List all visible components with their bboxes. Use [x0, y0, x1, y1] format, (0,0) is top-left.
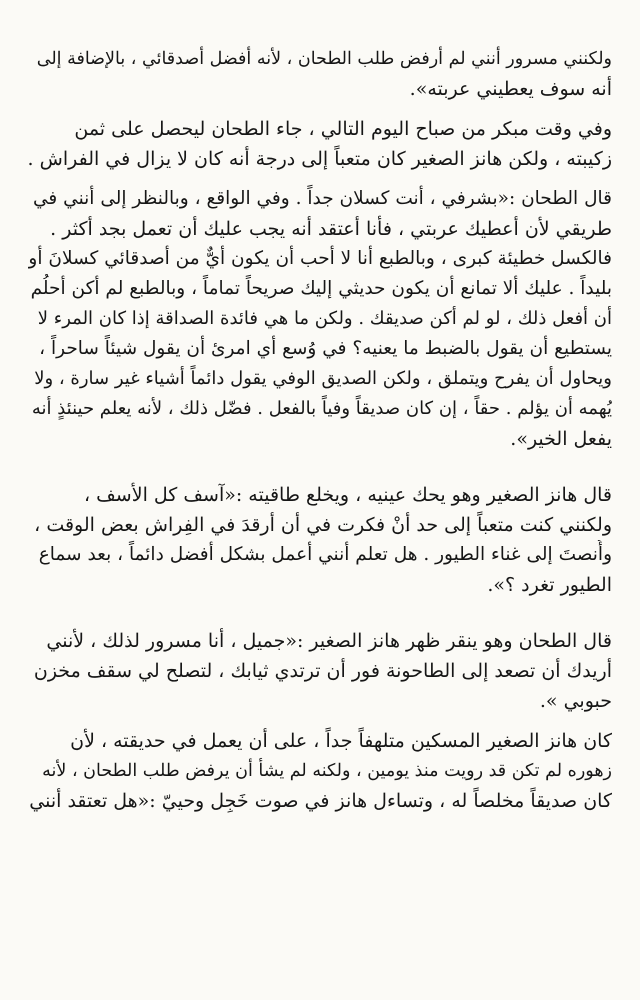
- paragraph-3: [28, 184, 612, 454]
- text-line: وفي وقت مبكر من صباح اليوم التالي ، جاء الطحان ليحصل على ثمن: [74, 118, 612, 140]
- text-line: زكيبته ، ولكن هانز الصغير كان متعباً إلى درجة أنه كان لا يزال في الفراش .: [28, 148, 612, 170]
- text-line: يفعل الخير».: [510, 428, 612, 450]
- text-line: ولكنني مسرور أنني لم أرفض طلب الطحان ، لأنه أفضل أصدقائي ، بالإضافة إلى: [36, 49, 612, 69]
- paragraph-2: [28, 114, 612, 174]
- text-line: يستطيع أن يقول بالضبط ما يعنيه؟ في وُسع أي امرئ أن يقول شيئاً ساحراً ،: [39, 338, 612, 359]
- paragraph-1: [28, 44, 612, 104]
- text-line: حبوبي ».: [539, 690, 612, 712]
- paragraph-4: [28, 480, 612, 600]
- text-line: كان هانز الصغير المسكين متلهفاً جداً ، على أن يعمل في حديقته ، لأن: [70, 730, 612, 752]
- paragraph-6: [28, 726, 612, 816]
- text-line: الطيور تغرد ؟».: [487, 574, 612, 596]
- text-line: طريقي لأن أعطيك عربتي ، فأنا أعتقد أنه يجب عليك أن تعمل بجد أكثر .: [50, 218, 612, 240]
- text-line: أريدك أن تصعد إلى الطاحونة فور أن ترتدي ثيابك ، لتصلح لي سقف مخزن: [33, 660, 612, 682]
- text-line: أن أفعل ذلك ، لو لم أكن صديقك . ولكن ما هي فائدة الصداقة إذا كان المرء لا: [37, 308, 612, 329]
- text-line: يُهمه أن يؤلم . حقاً ، إن كان صديقاً وفياً بالفعل . فضّل ذلك ، لأنه يعلم حينئذٍ أنه: [31, 398, 612, 419]
- text-line: فالكسل خطيئة كبرى ، وبالطبع أنا لا أحب أن يكون أيٌّ من أصدقائي كسلانَ أو: [28, 248, 612, 269]
- text-line: كان صديقاً مخلصاً له ، وتساءل هانز في صوت خَجِل وحييّ :«هل تعتقد أنني: [29, 790, 612, 812]
- text-line: بليداً . عليك ألا تمانع أن يكون حديثي إليك صريحاً تماماً ، وبالطبع لم أكن أحلُم: [30, 278, 612, 299]
- text-line: وأُنصتَ إلى غناء الطيور . هل تعلم أنني أعمل بشكل أفضل دائماً ، بعد سماع: [38, 544, 612, 565]
- text-line: ويحاول أن يفرح ويتملق ، ولكن الصديق الوفي يقول دائماً أشياء غير سارة ، ولا: [34, 368, 612, 389]
- text-line: ولكنني كنت متعباً إلى حد أنْ فكرت في أن أرقدَ في الفِراش بعض الوقت ،: [34, 514, 612, 536]
- paragraph-5: [28, 626, 612, 716]
- text-line: أنه سوف يعطيني عربته».: [409, 78, 612, 100]
- text-line: قال الطحان :«بشرفي ، أنت كسلان جداً . وفي الواقع ، وبالنظر إلى أنني في: [33, 188, 612, 209]
- text-line: قال الطحان وهو ينقر ظهر هانز الصغير :«جميل ، أنا مسرور لذلك ، لأنني: [46, 630, 612, 652]
- text-line: زهوره لم تكن قد رويت منذ يومين ، ولكنه لم يشأ أن يرفض طلب الطحان ، لأنه: [42, 761, 612, 781]
- text-line: قال هانز الصغير وهو يحك عينيه ، ويخلع طاقيته :«آسف كل الأسف ،: [83, 484, 612, 506]
